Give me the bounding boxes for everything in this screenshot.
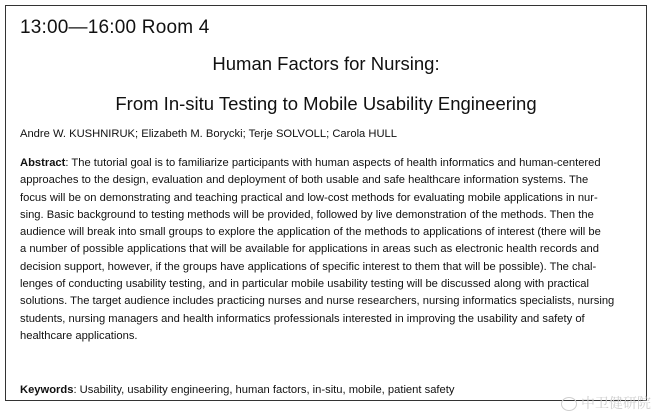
abstract-line: students, nursing managers and health informatics professionals interested in improving the usability and safety of [20, 312, 585, 325]
session-card [5, 5, 647, 401]
keywords-line [20, 384, 454, 396]
abstract-label: Abstract [20, 157, 66, 169]
abstract-line: solutions. The target audience includes practicing nurses and nurse researchers, nursing informatics specialists, nursing [20, 295, 615, 308]
session-title-line-2: From In-situ Testing to Mobile Usability Engineering [115, 93, 537, 114]
abstract-line: healthcare applications. [20, 329, 138, 342]
watermark-text: 中卫健研院 [581, 395, 651, 411]
keywords-text: : Usability, usability engineering, human factors, in-situ, mobile, patient safety [73, 384, 455, 396]
abstract-line: a number of possible applications that will be available for applications in areas such as electronic health records and [20, 243, 599, 256]
abstract-line: approaches to the design, evaluation and deployment of both usable and safe healthcare information systems. The [20, 174, 589, 187]
abstract-line: decision support, however, if the groups have applications of specific interest to them that will be possible). The chal- [20, 260, 597, 273]
abstract-paragraph [20, 155, 646, 345]
keywords-label: Keywords [20, 384, 74, 396]
session-time-room: 13:00—16:00 Room 4 [20, 17, 210, 38]
abstract-line: sing. Basic background to testing methods will be provided, followed by live demonstration of the methods. Then the [20, 208, 594, 221]
abstract-text: : The tutorial goal is to familiarize participants with human aspects of health informatics and human-centered [65, 157, 601, 169]
author-list: Andre W. KUSHNIRUK; Elizabeth M. Borycki; Terje SOLVOLL; Carola HULL [20, 128, 397, 140]
abstract-line [20, 155, 646, 172]
abstract-line: lenges of conducting usability testing, and in particular mobile usability testing will be discussed along with practical [20, 278, 590, 291]
wechat-logo-icon [561, 397, 577, 411]
watermark [561, 393, 651, 413]
abstract-line: audience will break into small groups to explore the application of the methods to applications of interest (there will be [20, 226, 601, 239]
abstract-line: focus will be on demonstrating and teaching practical and low-cost methods for evaluating mobile applications in nur- [20, 191, 598, 204]
session-title-line-1: Human Factors for Nursing: [212, 53, 440, 74]
